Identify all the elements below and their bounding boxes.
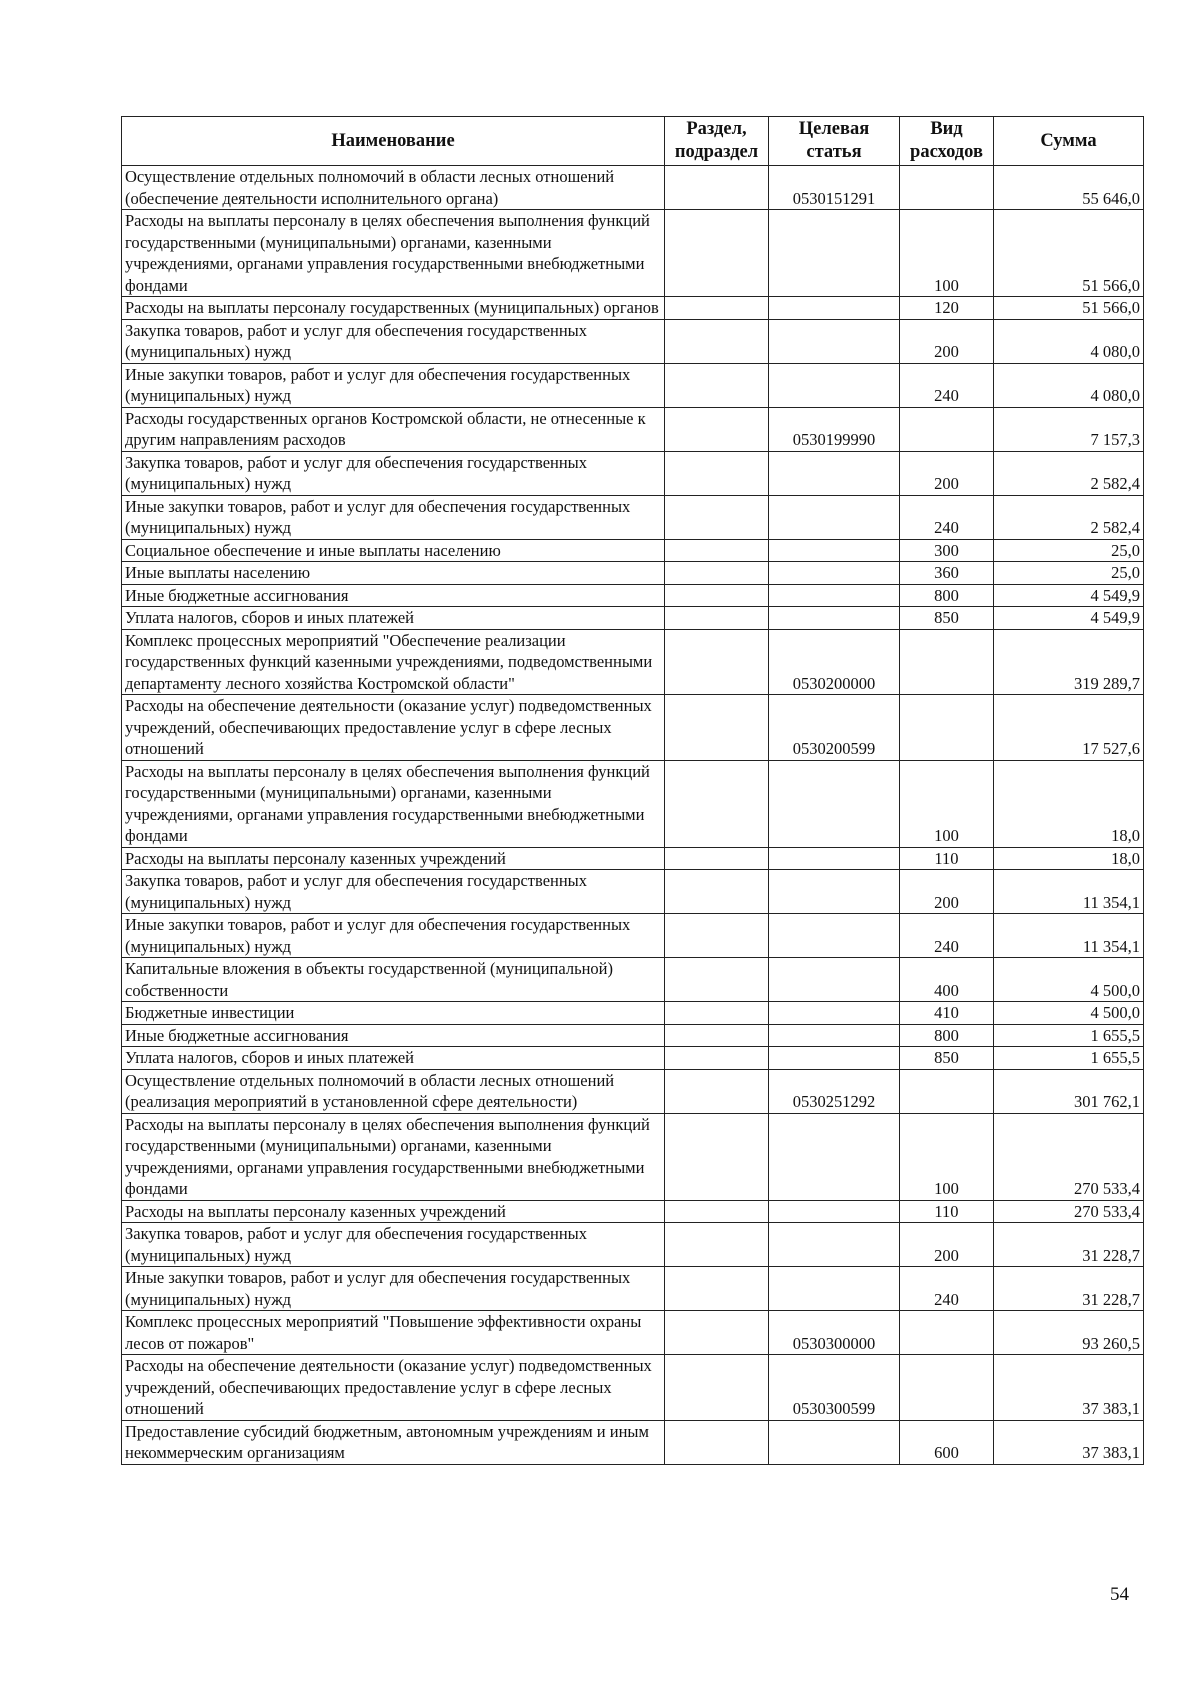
cell-type: [900, 695, 994, 761]
cell-type: 850: [900, 1047, 994, 1070]
cell-sum: 4 549,9: [994, 607, 1144, 630]
table-row: [122, 1311, 1144, 1355]
table-row: [122, 1223, 1144, 1267]
cell-name: Уплата налогов, сборов и иных платежей: [122, 607, 665, 630]
cell-type: [900, 629, 994, 695]
cell-section: [665, 166, 769, 210]
cell-target: [769, 1267, 900, 1311]
cell-sum: 270 533,4: [994, 1200, 1144, 1223]
cell-name: Иные бюджетные ассигнования: [122, 584, 665, 607]
table-row: [122, 1420, 1144, 1464]
cell-name: Иные выплаты населению: [122, 562, 665, 585]
cell-type: 240: [900, 914, 994, 958]
cell-target: [769, 495, 900, 539]
table-row: [122, 166, 1144, 210]
cell-sum: 51 566,0: [994, 297, 1144, 320]
table-row: [122, 1267, 1144, 1311]
cell-target: [769, 870, 900, 914]
table-row: [122, 407, 1144, 451]
cell-sum: 17 527,6: [994, 695, 1144, 761]
cell-target: [769, 607, 900, 630]
cell-name: Иные закупки товаров, работ и услуг для обеспечения государственных (муниципальных) нужд: [122, 1267, 665, 1311]
cell-section: [665, 584, 769, 607]
cell-section: [665, 847, 769, 870]
cell-target: [769, 451, 900, 495]
cell-sum: 25,0: [994, 539, 1144, 562]
cell-target: 0530200599: [769, 695, 900, 761]
cell-sum: 270 533,4: [994, 1113, 1144, 1200]
table-row: [122, 584, 1144, 607]
table-row: [122, 562, 1144, 585]
cell-sum: 4 080,0: [994, 319, 1144, 363]
cell-target: [769, 914, 900, 958]
table-row: [122, 1113, 1144, 1200]
cell-type: 800: [900, 1024, 994, 1047]
cell-name: Закупка товаров, работ и услуг для обеспечения государственных (муниципальных) нужд: [122, 1223, 665, 1267]
cell-type: 200: [900, 319, 994, 363]
cell-name: Комплекс процессных мероприятий "Повышение эффективности охраны лесов от пожаров": [122, 1311, 665, 1355]
table-body: [122, 166, 1144, 1465]
table-row: [122, 847, 1144, 870]
cell-type: 110: [900, 847, 994, 870]
table-row: [122, 539, 1144, 562]
cell-section: [665, 1024, 769, 1047]
cell-section: [665, 1267, 769, 1311]
header-target: Целевая статья: [769, 117, 900, 166]
cell-name: Расходы на выплаты персоналу государственных (муниципальных) органов: [122, 297, 665, 320]
cell-target: [769, 1420, 900, 1464]
table-row: [122, 1047, 1144, 1070]
cell-name: Иные закупки товаров, работ и услуг для обеспечения государственных (муниципальных) нужд: [122, 495, 665, 539]
table-row: [122, 695, 1144, 761]
cell-type: 240: [900, 495, 994, 539]
cell-type: [900, 1355, 994, 1421]
cell-section: [665, 1113, 769, 1200]
cell-name: Предоставление субсидий бюджетным, автономным учреждениям и иным некоммерческим организациям: [122, 1420, 665, 1464]
cell-name: Закупка товаров, работ и услуг для обеспечения государственных (муниципальных) нужд: [122, 870, 665, 914]
table-row: [122, 451, 1144, 495]
cell-sum: 31 228,7: [994, 1223, 1144, 1267]
cell-type: 850: [900, 607, 994, 630]
cell-sum: 55 646,0: [994, 166, 1144, 210]
cell-sum: 37 383,1: [994, 1420, 1144, 1464]
cell-type: 100: [900, 210, 994, 297]
cell-section: [665, 407, 769, 451]
cell-type: [900, 166, 994, 210]
cell-type: 360: [900, 562, 994, 585]
page-number: 54: [1110, 1584, 1129, 1605]
cell-target: [769, 319, 900, 363]
cell-sum: 31 228,7: [994, 1267, 1144, 1311]
cell-name: Расходы на выплаты персоналу в целях обеспечения выполнения функций государственными (муниципальными) органами, казенными учреждениями, органами управления государственными внебюджетными фондами: [122, 760, 665, 847]
header-section: Раздел, подраздел: [665, 117, 769, 166]
cell-target: [769, 562, 900, 585]
cell-sum: 4 549,9: [994, 584, 1144, 607]
cell-sum: 93 260,5: [994, 1311, 1144, 1355]
cell-name: Расходы государственных органов Костромской области, не отнесенные к другим направлениям расходов: [122, 407, 665, 451]
cell-type: 100: [900, 1113, 994, 1200]
cell-name: Социальное обеспечение и иные выплаты населению: [122, 539, 665, 562]
cell-name: Расходы на обеспечение деятельности (оказание услуг) подведомственных учреждений, обеспечивающих предоставление услуг в сфере лесных отношений: [122, 1355, 665, 1421]
table-row: [122, 363, 1144, 407]
cell-target: [769, 958, 900, 1002]
table-row: [122, 870, 1144, 914]
table-row: [122, 1024, 1144, 1047]
cell-type: 410: [900, 1002, 994, 1025]
cell-sum: 25,0: [994, 562, 1144, 585]
cell-target: [769, 1113, 900, 1200]
table-row: [122, 297, 1144, 320]
table-header-row: [122, 117, 1144, 166]
cell-type: 110: [900, 1200, 994, 1223]
cell-name: Иные бюджетные ассигнования: [122, 1024, 665, 1047]
cell-target: 0530251292: [769, 1069, 900, 1113]
cell-type: 200: [900, 870, 994, 914]
cell-type: 240: [900, 1267, 994, 1311]
table-row: [122, 629, 1144, 695]
cell-name: Закупка товаров, работ и услуг для обеспечения государственных (муниципальных) нужд: [122, 319, 665, 363]
cell-sum: 11 354,1: [994, 914, 1144, 958]
cell-section: [665, 495, 769, 539]
cell-section: [665, 1200, 769, 1223]
cell-target: [769, 1024, 900, 1047]
cell-type: 400: [900, 958, 994, 1002]
cell-target: 0530151291: [769, 166, 900, 210]
cell-sum: 18,0: [994, 760, 1144, 847]
cell-name: Бюджетные инвестиции: [122, 1002, 665, 1025]
cell-sum: 4 500,0: [994, 1002, 1144, 1025]
cell-type: [900, 1311, 994, 1355]
cell-target: 0530199990: [769, 407, 900, 451]
cell-section: [665, 760, 769, 847]
cell-target: [769, 539, 900, 562]
cell-name: Капитальные вложения в объекты государственной (муниципальной) собственности: [122, 958, 665, 1002]
cell-section: [665, 363, 769, 407]
cell-target: [769, 1200, 900, 1223]
cell-section: [665, 297, 769, 320]
table-row: [122, 1069, 1144, 1113]
cell-section: [665, 319, 769, 363]
cell-type: 100: [900, 760, 994, 847]
cell-target: [769, 847, 900, 870]
cell-target: [769, 1047, 900, 1070]
cell-target: 0530200000: [769, 629, 900, 695]
cell-section: [665, 1069, 769, 1113]
cell-section: [665, 562, 769, 585]
table-row: [122, 607, 1144, 630]
cell-name: Расходы на выплаты персоналу казенных учреждений: [122, 1200, 665, 1223]
cell-sum: 18,0: [994, 847, 1144, 870]
cell-section: [665, 210, 769, 297]
cell-target: [769, 210, 900, 297]
cell-section: [665, 607, 769, 630]
cell-target: [769, 760, 900, 847]
table-row: [122, 210, 1144, 297]
cell-section: [665, 1311, 769, 1355]
cell-sum: 11 354,1: [994, 870, 1144, 914]
cell-section: [665, 1355, 769, 1421]
cell-sum: 37 383,1: [994, 1355, 1144, 1421]
cell-name: Иные закупки товаров, работ и услуг для обеспечения государственных (муниципальных) нужд: [122, 914, 665, 958]
table-row: [122, 958, 1144, 1002]
cell-section: [665, 451, 769, 495]
cell-name: Расходы на обеспечение деятельности (оказание услуг) подведомственных учреждений, обеспечивающих предоставление услуг в сфере лесных отношений: [122, 695, 665, 761]
cell-target: [769, 584, 900, 607]
table-row: [122, 1200, 1144, 1223]
cell-sum: 2 582,4: [994, 495, 1144, 539]
cell-type: 120: [900, 297, 994, 320]
cell-type: 800: [900, 584, 994, 607]
cell-type: 240: [900, 363, 994, 407]
cell-name: Осуществление отдельных полномочий в области лесных отношений (обеспечение деятельности исполнительного органа): [122, 166, 665, 210]
cell-name: Расходы на выплаты персоналу в целях обеспечения выполнения функций государственными (муниципальными) органами, казенными учреждениями, органами управления государственными внебюджетными фондами: [122, 1113, 665, 1200]
table-row: [122, 914, 1144, 958]
header-type: Вид расходов: [900, 117, 994, 166]
table-row: [122, 1002, 1144, 1025]
cell-section: [665, 958, 769, 1002]
cell-type: 300: [900, 539, 994, 562]
table-row: [122, 1355, 1144, 1421]
cell-section: [665, 1002, 769, 1025]
cell-sum: 7 157,3: [994, 407, 1144, 451]
cell-name: Расходы на выплаты персоналу в целях обеспечения выполнения функций государственными (муниципальными) органами, казенными учреждениями, органами управления государственными внебюджетными фондами: [122, 210, 665, 297]
cell-sum: 319 289,7: [994, 629, 1144, 695]
cell-type: 200: [900, 451, 994, 495]
cell-target: [769, 363, 900, 407]
cell-target: 0530300599: [769, 1355, 900, 1421]
header-sum: Сумма: [994, 117, 1144, 166]
cell-name: Уплата налогов, сборов и иных платежей: [122, 1047, 665, 1070]
cell-name: Расходы на выплаты персоналу казенных учреждений: [122, 847, 665, 870]
cell-sum: 301 762,1: [994, 1069, 1144, 1113]
cell-section: [665, 1223, 769, 1267]
cell-name: Иные закупки товаров, работ и услуг для обеспечения государственных (муниципальных) нужд: [122, 363, 665, 407]
cell-section: [665, 1420, 769, 1464]
cell-sum: 4 500,0: [994, 958, 1144, 1002]
cell-target: [769, 297, 900, 320]
cell-target: [769, 1002, 900, 1025]
cell-target: 0530300000: [769, 1311, 900, 1355]
cell-type: 600: [900, 1420, 994, 1464]
cell-sum: 4 080,0: [994, 363, 1144, 407]
cell-section: [665, 539, 769, 562]
table-row: [122, 760, 1144, 847]
budget-table: [121, 116, 1144, 1465]
cell-section: [665, 1047, 769, 1070]
cell-name: Закупка товаров, работ и услуг для обеспечения государственных (муниципальных) нужд: [122, 451, 665, 495]
cell-name: Осуществление отдельных полномочий в области лесных отношений (реализация мероприятий в установленной сфере деятельности): [122, 1069, 665, 1113]
cell-section: [665, 695, 769, 761]
cell-sum: 51 566,0: [994, 210, 1144, 297]
table-row: [122, 495, 1144, 539]
cell-target: [769, 1223, 900, 1267]
cell-sum: 1 655,5: [994, 1047, 1144, 1070]
cell-section: [665, 914, 769, 958]
cell-type: 200: [900, 1223, 994, 1267]
cell-type: [900, 407, 994, 451]
header-name: Наименование: [122, 117, 665, 166]
table-row: [122, 319, 1144, 363]
cell-sum: 1 655,5: [994, 1024, 1144, 1047]
cell-name: Комплекс процессных мероприятий "Обеспечение реализации государственных функций казенными учреждениями, подведомственными департаменту лесного хозяйства Костромской области": [122, 629, 665, 695]
cell-sum: 2 582,4: [994, 451, 1144, 495]
cell-type: [900, 1069, 994, 1113]
cell-section: [665, 629, 769, 695]
cell-section: [665, 870, 769, 914]
